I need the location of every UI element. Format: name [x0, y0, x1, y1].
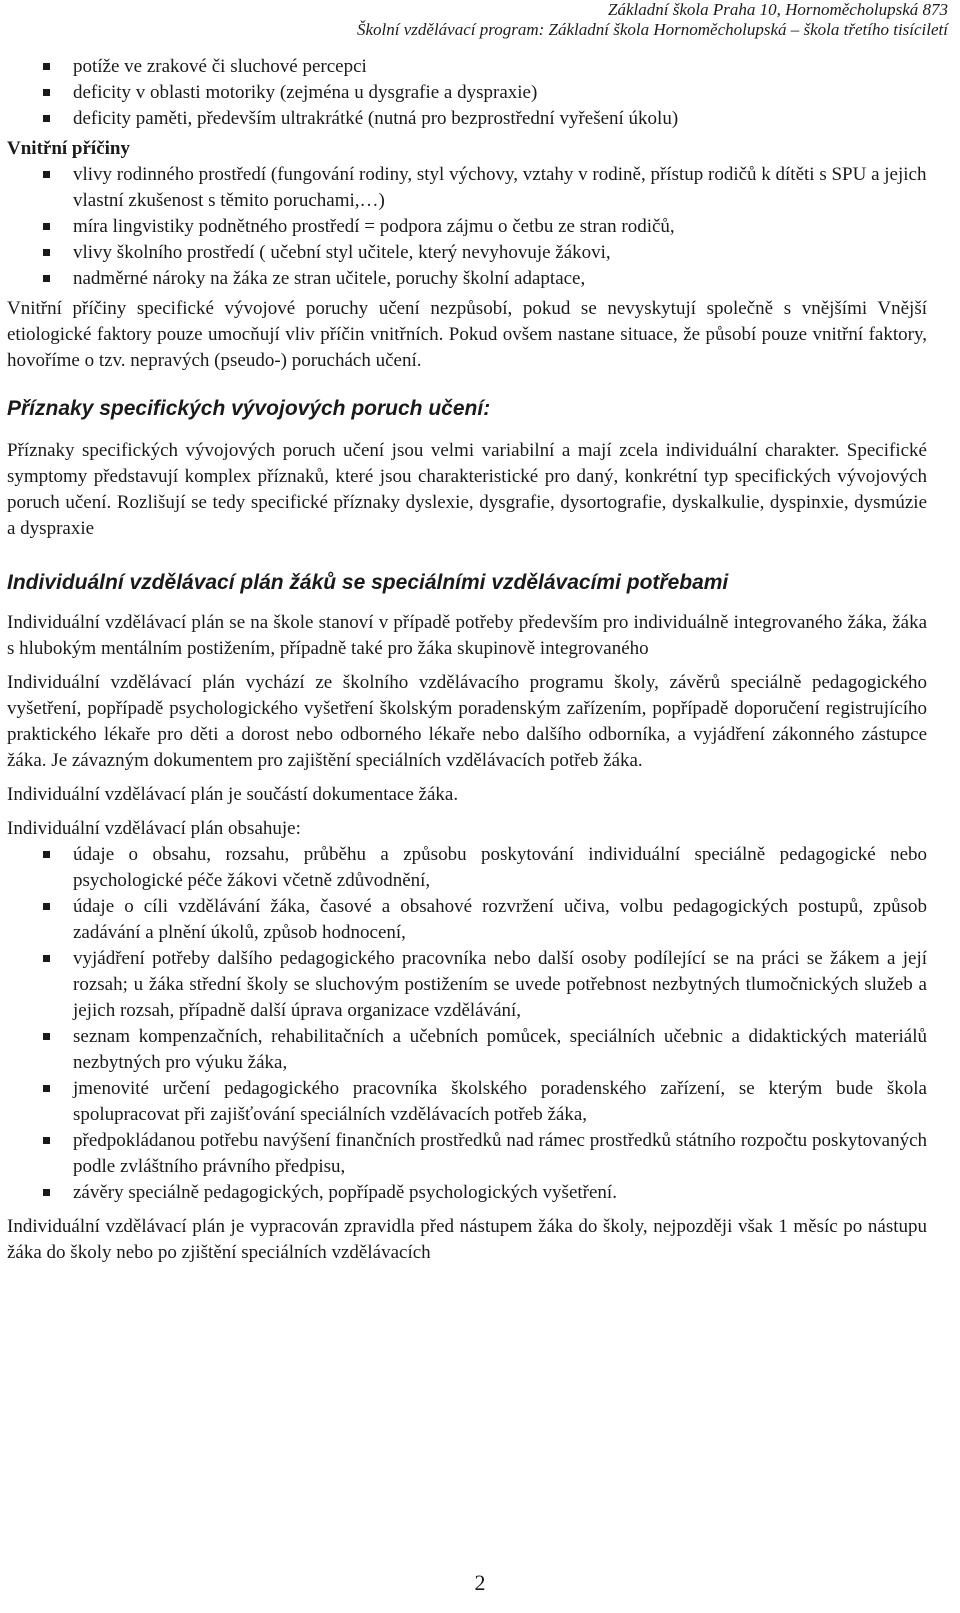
list-item: závěry speciálně pedagogických, popřípadě psychologických vyšetření.	[7, 1180, 927, 1206]
list-item: míra lingvistiky podnětného prostředí = podpora zájmu o četbu ze stran rodičů,	[7, 214, 927, 240]
internal-causes-paragraph: Vnitřní příčiny specifické vývojové poruchy učení nezpůsobí, pokud se nevyskytují společně s vnějšími Vnější etiologické faktory pouze umocňují vliv příčin vnitřních. Pokud ovšem nastane situace, že působí pouze vnitřní faktory, hovoříme o tzv. nepravých (pseudo-) poruchách učení.	[7, 298, 927, 371]
internal-causes-title: Vnitřní příčiny	[7, 138, 130, 159]
header-school-name: Základní škola Praha 10, Hornoměcholupská 873	[608, 0, 948, 19]
list-item: potíže ve zrakové či sluchové percepci	[7, 54, 927, 80]
list-item: údaje o cíli vzdělávání žáka, časové a obsahové rozvržení učiva, volbu pedagogických postupů, způsob zadávání a plnění úkolů, způsob hodnocení,	[7, 894, 927, 946]
list-item: předpokládanou potřebu navýšení finančních prostředků nad rámec prostředků státního rozpočtu poskytovaných podle zvláštního právního předpisu,	[7, 1128, 927, 1180]
iep-paragraph-4: Individuální vzdělávací plán obsahuje:	[7, 818, 301, 839]
list-item: vlivy školního prostředí ( učební styl učitele, který nevyhovuje žákovi,	[7, 240, 927, 266]
page-header	[357, 0, 948, 40]
list-item: vlivy rodinného prostředí (fungování rodiny, styl výchovy, vztahy v rodině, přístup rodičů k dítěti s SPU a jejich vlastní zkušenost s těmito poruchami,…)	[7, 162, 927, 214]
list-item: jmenovité určení pedagogického pracovníka školského poradenského zařízení, se kterým bude škola spolupracovat při zajišťování speciálních vzdělávacích potřeb žáka,	[7, 1076, 927, 1128]
symptoms-paragraph: Příznaky specifických vývojových poruch učení jsou velmi variabilní a mají zcela individuální charakter. Specifické symptomy představují komplex příznaků, které jsou charakteristické pro daný, konkrétní typ specifických vývojových poruch učení. Rozlišují se tedy specifické příznaky dyslexie, dysgrafie, dysortografie, dyskalkulie, dyspinxie, dysmúzie a dyspraxie	[7, 440, 927, 539]
list-item: nadměrné nároky na žáka ze stran učitele, poruchy školní adaptace,	[7, 266, 927, 292]
list-item: seznam kompenzačních, rehabilitačních a učebních pomůcek, speciálních učebnic a didaktických materiálů nezbytných pro výuku žáka,	[7, 1024, 927, 1076]
iep-paragraph-3: Individuální vzdělávací plán je součástí dokumentace žáka.	[7, 784, 459, 805]
list-item: deficity paměti, především ultrakrátké (nutná pro bezprostřední vyřešení úkolu)	[7, 106, 927, 132]
iep-heading: Individuální vzdělávací plán žáků se speciálními vzdělávacími potřebami	[7, 571, 729, 594]
document-body	[7, 54, 927, 1266]
page-number: 2	[474, 1570, 486, 1595]
iep-contents-list	[7, 842, 927, 1206]
iep-paragraph-2: Individuální vzdělávací plán vychází ze školního vzdělávacího programu školy, závěrů speciálně pedagogického vyšetření, popřípadě psychologického vyšetření školským poradenským zařízením, popřípadě doporučení registrujícího praktického lékaře pro děti a dorost nebo odborného lékaře nebo dalšího odborníka, a vyjádření zákonného zástupce žáka. Je závazným dokumentem pro zajištění speciálních vzdělávacích potřeb žáka.	[7, 672, 927, 771]
internal-causes-list	[7, 162, 927, 292]
list-item: deficity v oblasti motoriky (zejména u dysgrafie a dyspraxie)	[7, 80, 927, 106]
list-item: údaje o obsahu, rozsahu, průběhu a způsobu poskytování individuální speciálně pedagogické nebo psychologické péče žákovi včetně zdůvodnění,	[7, 842, 927, 894]
list-item: vyjádření potřeby dalšího pedagogického pracovníka nebo další osoby podílející se na práci se žákem a její rozsah; u žáka střední školy se sluchovým postižením se uvede potřebnost nezbytných tlumočnických služeb a jejich rozsah, případně další úprava organizace vzdělávání,	[7, 946, 927, 1024]
symptoms-heading: Příznaky specifických vývojových poruch učení:	[7, 397, 491, 420]
external-causes-list	[7, 54, 927, 132]
iep-paragraph-1: Individuální vzdělávací plán se na škole stanoví v případě potřeby především pro individuálně integrovaného žáka, žáka s hlubokým mentálním postižením, případně také pro žáka skupinově integrovaného	[7, 612, 927, 659]
header-program-name: Školní vzdělávací program: Základní škola Hornoměcholupská – škola třetího tisíciletí	[357, 20, 948, 39]
iep-paragraph-5: Individuální vzdělávací plán je vypracován zpravidla před nástupem žáka do školy, nejpozději však 1 měsíc po nástupu žáka do školy nebo po zjištění speciálních vzdělávacích	[7, 1216, 927, 1263]
